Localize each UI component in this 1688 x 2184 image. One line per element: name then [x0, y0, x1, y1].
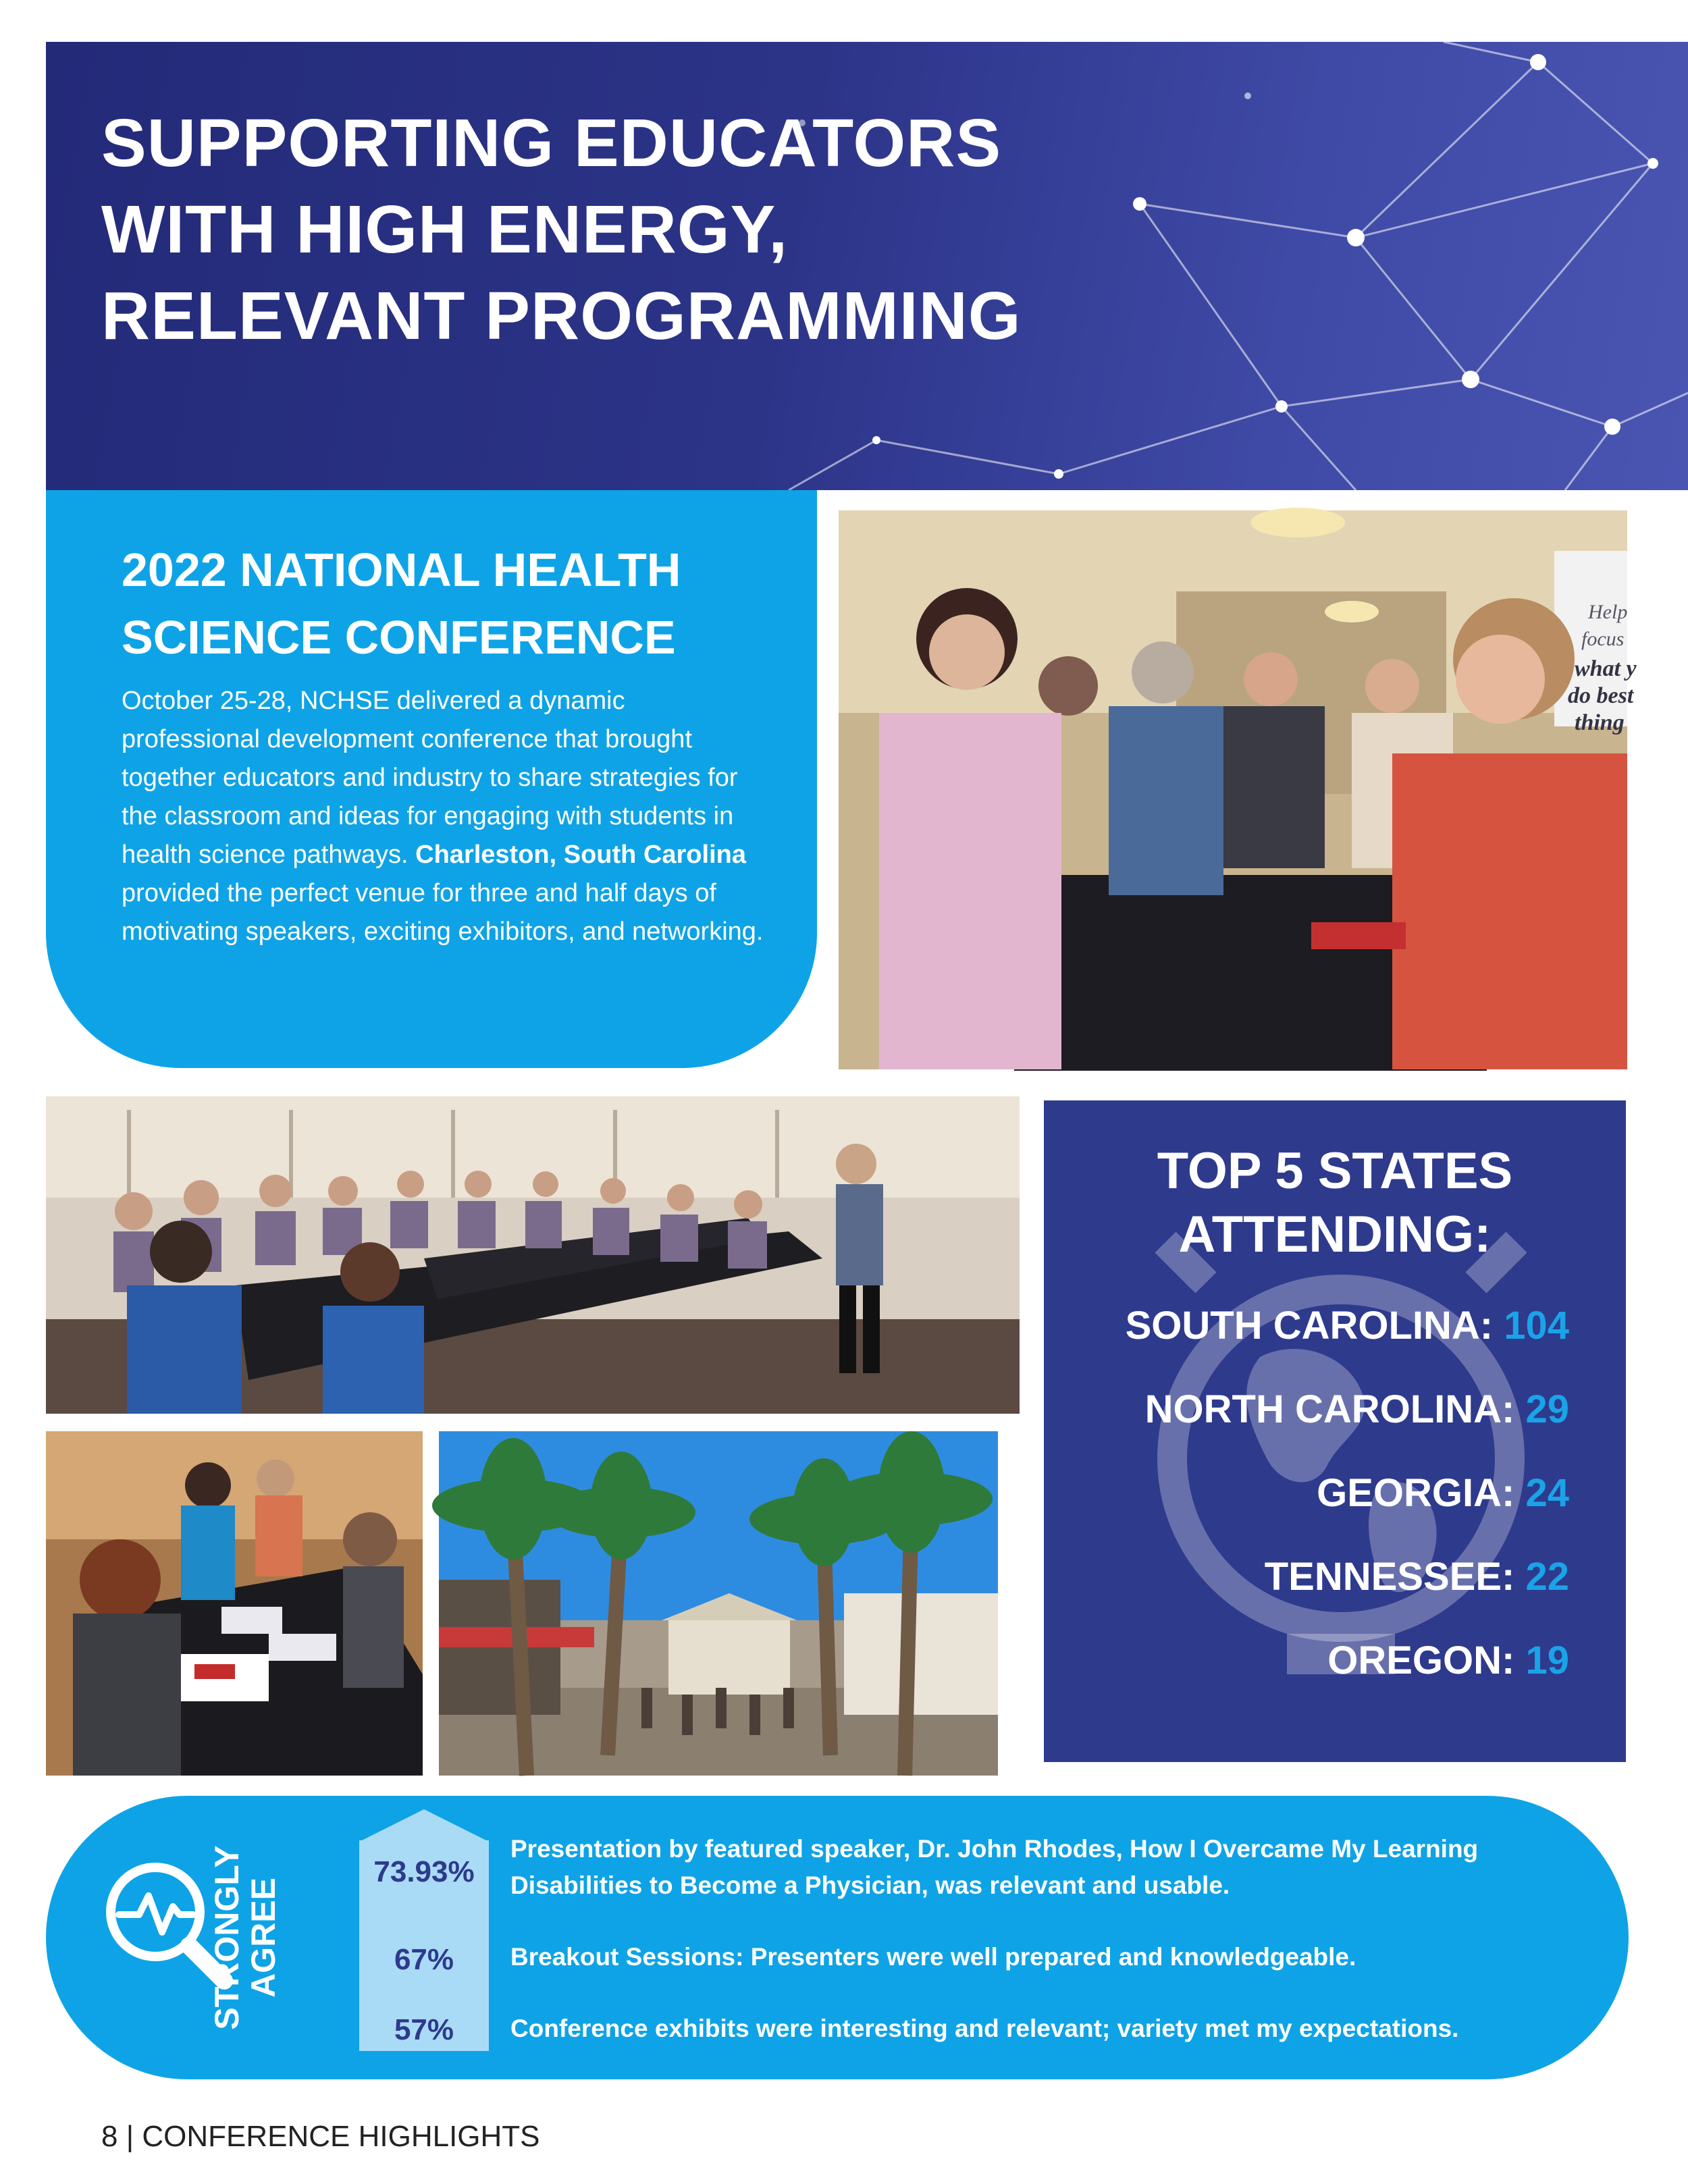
state-name: SOUTH CAROLINA: [1125, 1304, 1494, 1348]
survey-statement: Conference exhibits were interesting and relevant; variety met my expectations. [510, 2015, 1459, 2042]
state-name: NORTH CAROLINA: [1144, 1387, 1515, 1431]
page-title-line: RELEVANT PROGRAMMING [101, 278, 1022, 354]
conference-text: October 25-28, NCHSE delivered a dynamic professional development conference that brought together educators and industry to share strategies for the classroom and ideas for engaging with students in health science pathways. [122, 687, 738, 869]
page-title-line: SUPPORTING EDUCATORS [101, 105, 1002, 181]
state-count: 19 [1525, 1639, 1569, 1682]
booth-sign-text: thing [1575, 710, 1625, 735]
conference-title-line: SCIENCE CONFERENCE [122, 611, 676, 664]
survey-statement: Breakout Sessions: Presenters were well prepared and knowledgeable. [510, 1943, 1356, 1971]
states-title-line: TOP 5 STATES [1157, 1142, 1513, 1200]
strongly-agree-line: STRONGLY [208, 1845, 246, 2030]
states-title [1044, 1140, 1626, 1267]
state-row [1145, 1387, 1569, 1432]
page-footer: 8 | CONFERENCE HIGHLIGHTS [101, 2120, 540, 2153]
exhibit-photo [46, 1431, 423, 1776]
globe-icon [1125, 1202, 1557, 1688]
booth-sign-text: focus [1581, 628, 1625, 650]
state-row [1317, 1470, 1569, 1516]
top-states-panel [1044, 1100, 1626, 1762]
state-count: 104 [1504, 1304, 1569, 1348]
booth-sign-text: do best [1568, 683, 1634, 708]
state-count: 29 [1525, 1387, 1569, 1431]
conference-title [122, 536, 783, 671]
arrow-up-icon [359, 1809, 489, 1842]
state-name: TENNESSEE: [1264, 1555, 1515, 1599]
booth-sign-text: what y [1575, 656, 1637, 681]
state-row [1265, 1554, 1569, 1599]
state-name: OREGON: [1327, 1639, 1515, 1682]
booth-sign-text: Help [1588, 601, 1628, 623]
page-title [101, 100, 1182, 359]
conference-title-line: 2022 NATIONAL HEALTH [122, 543, 681, 596]
survey-percent: 73.93% [373, 1855, 475, 1888]
session-photo [46, 1096, 1020, 1414]
state-count: 22 [1525, 1555, 1569, 1599]
conference-location: Charleston, South Carolina [415, 841, 746, 869]
conference-description [122, 682, 770, 951]
strongly-agree-line: AGREE [244, 1877, 282, 1998]
states-title-line: ATTENDING: [1178, 1206, 1492, 1263]
survey-statement [510, 1831, 1564, 1904]
survey-percent: 67% [394, 1943, 454, 1976]
survey-percent: 57% [394, 2013, 454, 2046]
booth-photo [839, 510, 1637, 1069]
survey-statement-line: Disabilities to Become a Physician, was relevant and usable. [510, 1871, 1230, 1899]
page-title-line: WITH HIGH ENERGY, [101, 192, 789, 267]
state-name: GEORGIA: [1317, 1471, 1515, 1515]
conference-text: provided the perfect venue for three and half days of motivating speakers, exciting exhibitors, and networking. [122, 879, 764, 946]
state-row [1327, 1638, 1569, 1683]
strongly-agree-label [209, 1836, 283, 2039]
state-row [1126, 1303, 1569, 1348]
survey-statement-line: Presentation by featured speaker, Dr. John Rhodes, How I Overcame My Learning [510, 1835, 1479, 1863]
state-count: 24 [1525, 1471, 1569, 1515]
courtyard-photo [439, 1431, 998, 1776]
